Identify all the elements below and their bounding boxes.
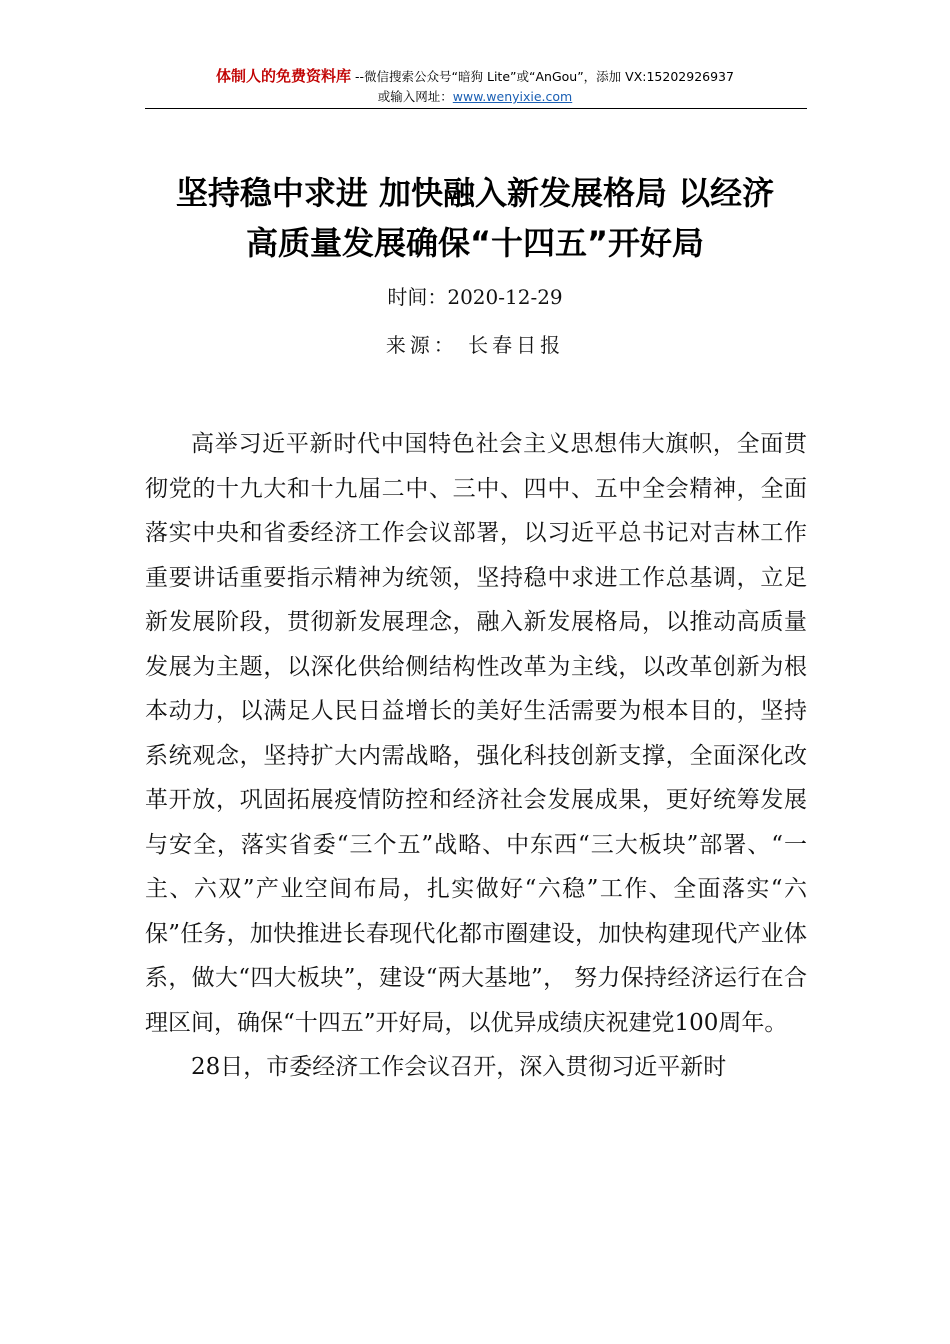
article-title-line-1: 坚持稳中求进 加快融入新发展格局 以经济 — [175, 174, 775, 212]
article-title — [120, 168, 830, 268]
article-title-line-2: 高质量发展确保“十四五”开好局 — [245, 224, 705, 262]
article-body — [145, 422, 807, 1090]
page-header — [145, 66, 805, 107]
header-info: --微信搜索公众号“暗狗 Lite”或“AnGou”，添加 VX:15202926937 — [351, 69, 734, 84]
article-paragraph: 高举习近平新时代中国特色社会主义思想伟大旗帜，全面贯彻党的十九大和十九届二中、三中、四中、五中全会精神，全面落实中央和省委经济工作会议部署，以习近平总书记对吉林工作重要讲话重要指示精神为统领，坚持稳中求进工作总基调，立足新发展阶段，贯彻新发展理念，融入新发展格局，以推动高质量发展为主题，以深化供给侧结构性改革为主线，以改革创新为根本动力，以满足人民日益增长的美好生活需要为根本目的，坚持系统观念，坚持扩大内需战略，强化科技创新支撑，全面深化改革开放，巩固拓展疫情防控和经济社会发展成果，更好统筹发展与安全，落实省委“三个五”战略、中东西“三大板块”部署、“一主、六双”产业空间布局，扎实做好“六稳”工作、全面落实“六保”任务，加快推进长春现代化都市圈建设，加快构建现代产业体系，做大“四大板块”，建设“两大基地”， 努力保持经济运行在合理区间，确保“十四五”开好局，以优异成绩庆祝建党100周年。 — [145, 431, 807, 1036]
article-source: 来源： 长春日报 — [385, 333, 565, 357]
header-line-1 — [145, 66, 805, 87]
header-divider — [145, 108, 807, 109]
header-url-link[interactable]: www.wenyixie.com — [452, 89, 573, 104]
article-paragraph: 28日，市委经济工作会议召开，深入贯彻习近平新时 — [191, 1054, 727, 1080]
header-line-2 — [145, 87, 805, 107]
header-url-prefix: 或输入网址： — [377, 89, 453, 104]
header-brand: 体制人的免费资料库 — [216, 67, 352, 85]
article-time: 时间：2020-12-29 — [387, 285, 563, 309]
